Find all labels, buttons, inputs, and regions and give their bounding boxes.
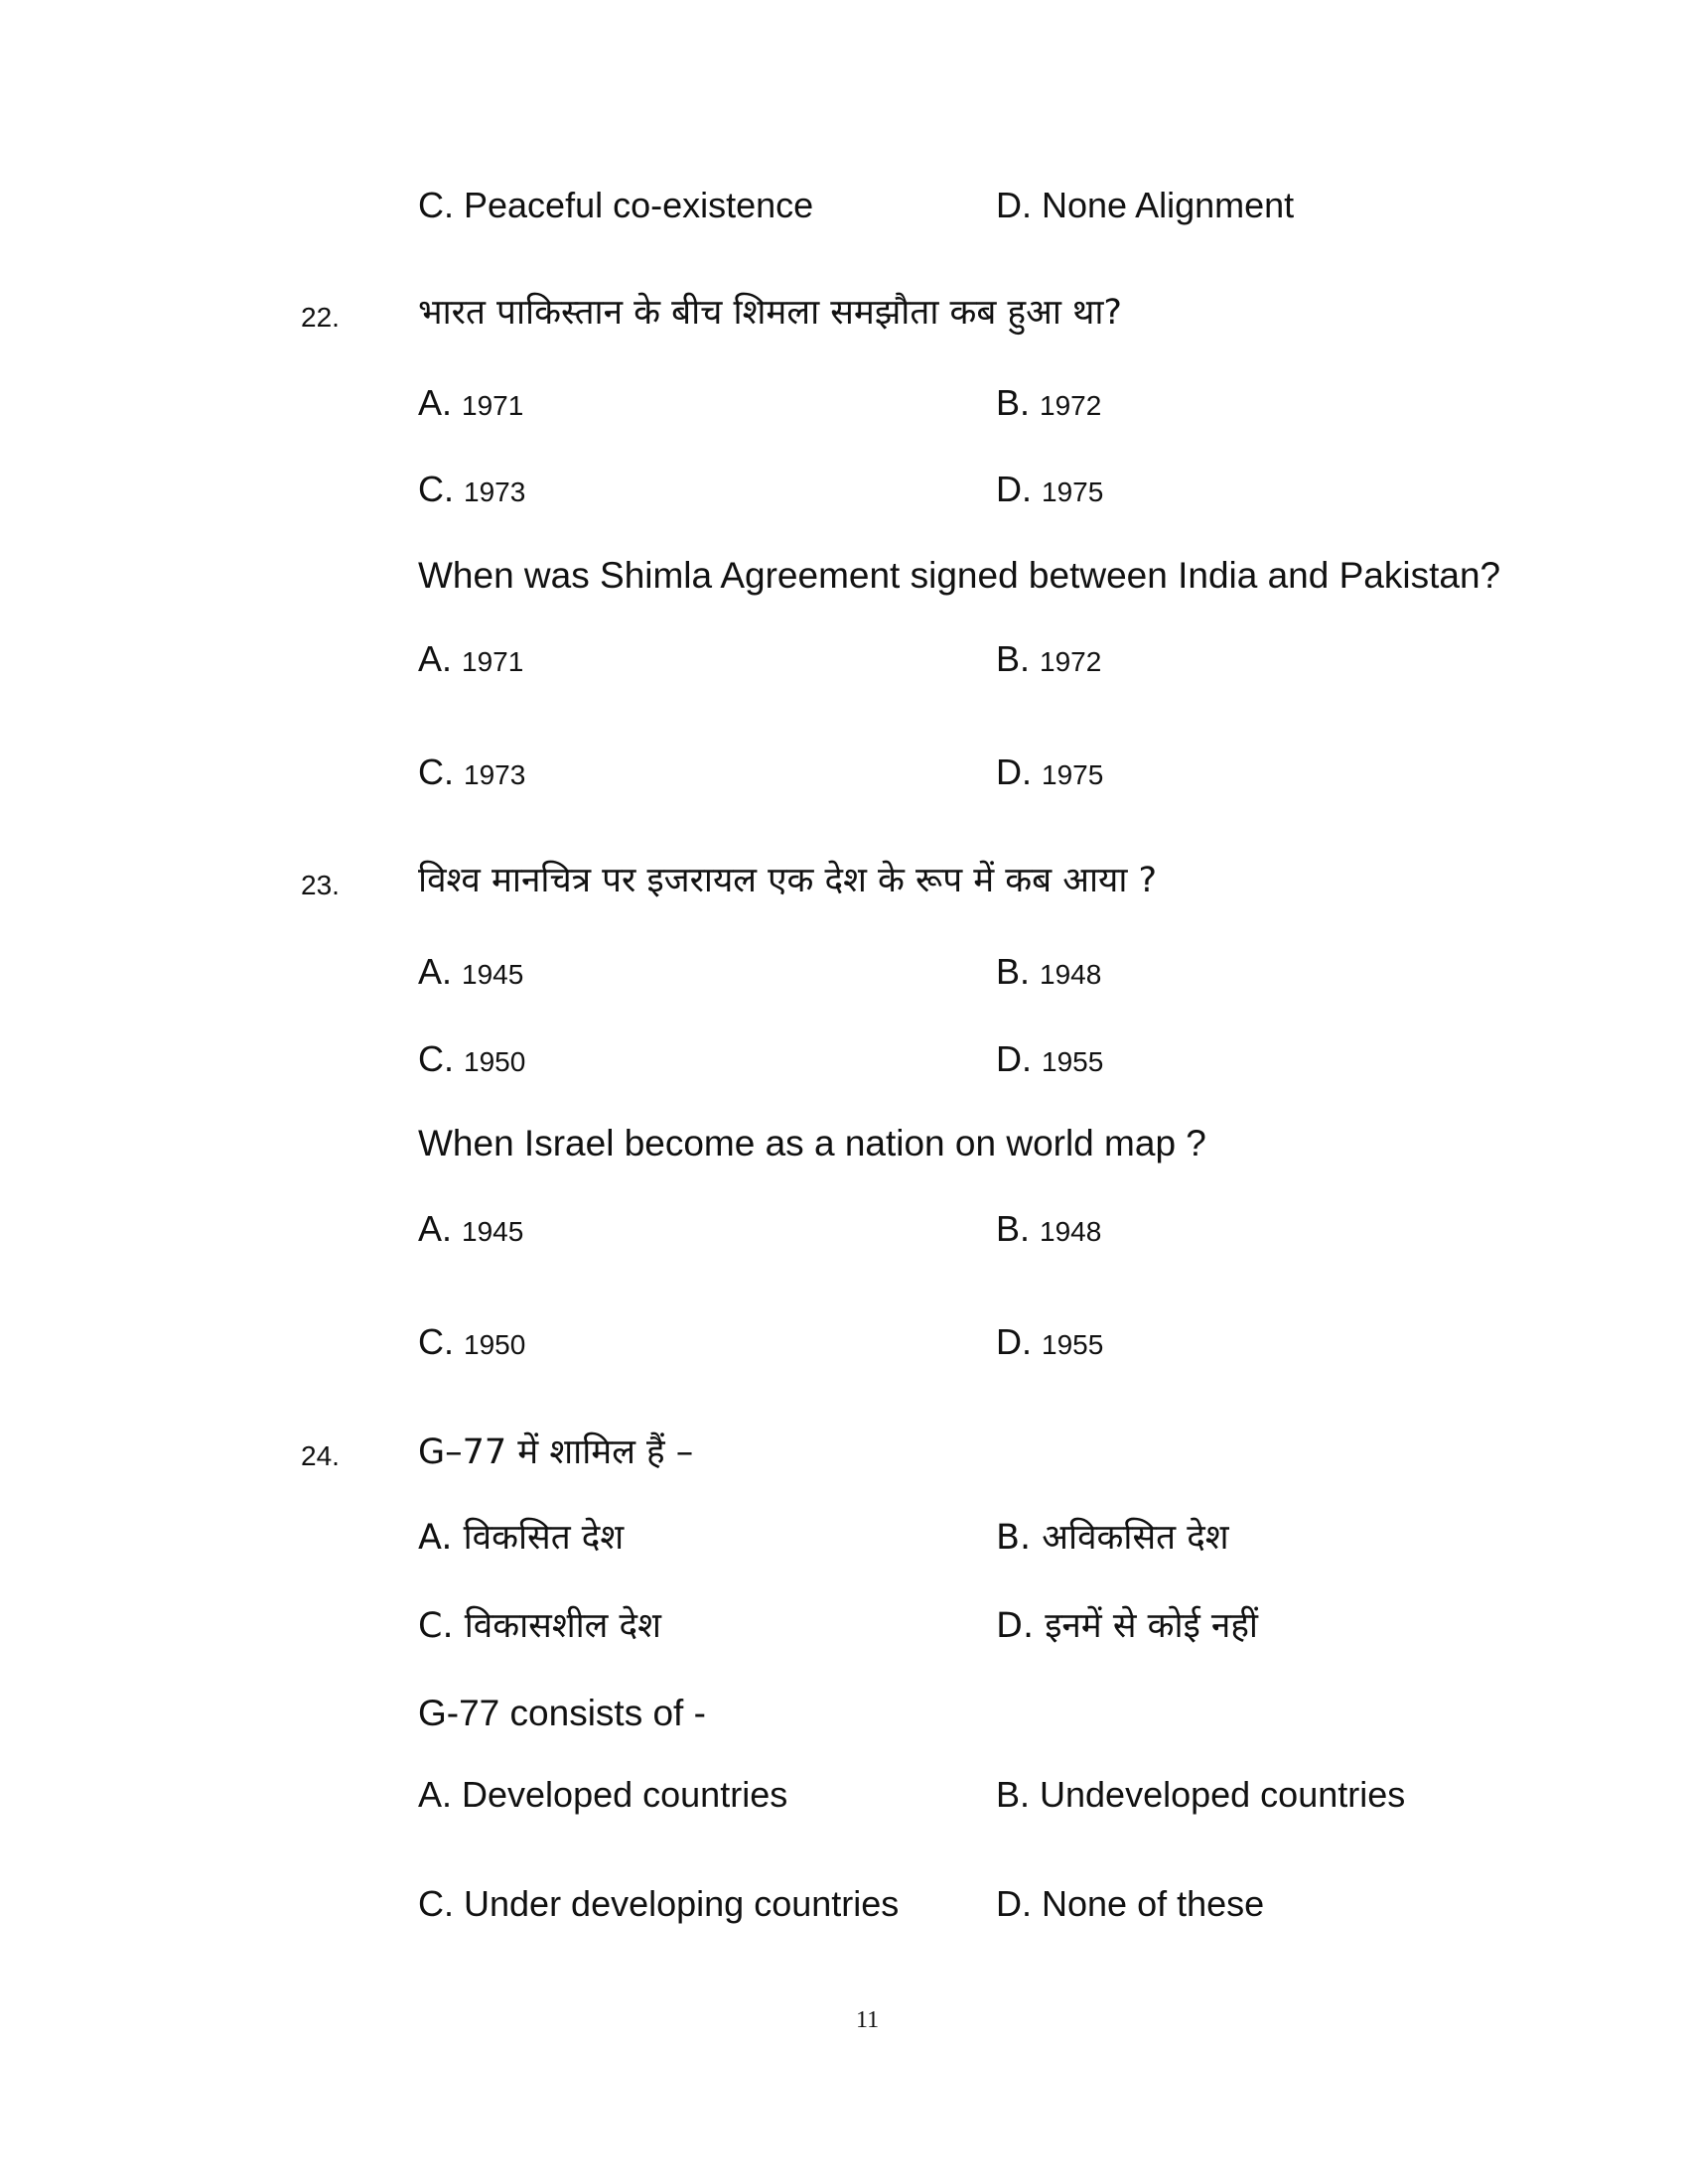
option-b [996,1208,1102,1249]
question-text-hindi: विश्व मानचित्र पर इजरायल एक देश के रूप में कब आया ? [418,861,1158,900]
option-b: B. Undeveloped countries [996,1774,1406,1815]
option-letter: A. [418,638,453,679]
option-a: A. विकसित देश [418,1518,625,1558]
option-d: D. None of these [996,1883,1265,1924]
option-a: A. Developed countries [418,1774,788,1815]
option-letter: B. [996,638,1031,679]
option-c [418,1321,526,1362]
option-d: D. इनमें से कोई नहीं [996,1606,1258,1646]
q21-option-d: D. None Alignment [996,185,1295,225]
question-text-english: When Israel become as a nation on world map ? [418,1123,1206,1163]
option-letter: A. [418,382,453,423]
q21-option-c: C. Peaceful co-existence [418,185,814,225]
option-d [996,751,1104,792]
option-letter: D. [996,1038,1032,1079]
question-text-english: G-77 consists of - [418,1693,706,1733]
option-b [996,638,1102,679]
option-c: C. विकासशील देश [418,1606,661,1646]
option-c [418,1038,526,1079]
option-letter: A. [418,1208,453,1249]
option-letter: C. [418,1038,454,1079]
option-text: 1973 [464,759,526,790]
option-text: 1950 [464,1329,526,1360]
option-text: 1971 [462,390,524,421]
option-letter: C. [418,469,454,509]
option-d [996,1321,1104,1362]
option-c [418,751,526,792]
option-text: 1950 [464,1046,526,1077]
option-text: 1948 [1040,1216,1102,1247]
option-letter: D. [996,469,1032,509]
option-letter: C. [418,751,454,792]
option-text: 1955 [1042,1329,1104,1360]
option-b: B. अविकसित देश [996,1518,1229,1558]
option-letter: D. [996,1321,1032,1362]
option-c [418,469,526,509]
option-c: C. Under developing countries [418,1883,900,1924]
question-number: 22. [301,302,340,333]
option-a [418,1208,524,1249]
option-text: 1975 [1042,759,1104,790]
option-text: 1955 [1042,1046,1104,1077]
question-text-hindi: G–77 में शामिल हैं – [418,1433,694,1472]
option-letter: D. [996,751,1032,792]
option-letter: B. [996,951,1031,992]
question-number: 24. [301,1440,340,1471]
option-text: 1973 [464,477,526,507]
option-b [996,382,1102,423]
option-d [996,1038,1104,1079]
option-a [418,382,524,423]
question-number: 23. [301,870,340,900]
option-text: 1972 [1040,390,1102,421]
option-text: 1948 [1040,959,1102,990]
question-text-hindi: भारत पाकिस्तान के बीच शिमला समझौता कब हुआ था? [418,293,1122,333]
option-letter: B. [996,1208,1031,1249]
option-d [996,469,1104,509]
option-b [996,951,1102,992]
option-text: 1975 [1042,477,1104,507]
option-letter: A. [418,951,453,992]
option-letter: C. [418,1321,454,1362]
option-text: 1971 [462,646,524,677]
option-a [418,951,524,992]
option-text: 1972 [1040,646,1102,677]
question-text-english: When was Shimla Agreement signed between India and Pakistan? [418,555,1501,596]
option-text: 1945 [462,1216,524,1247]
page-number: 11 [856,2007,880,2033]
option-text: 1945 [462,959,524,990]
option-a [418,638,524,679]
option-letter: B. [996,382,1031,423]
